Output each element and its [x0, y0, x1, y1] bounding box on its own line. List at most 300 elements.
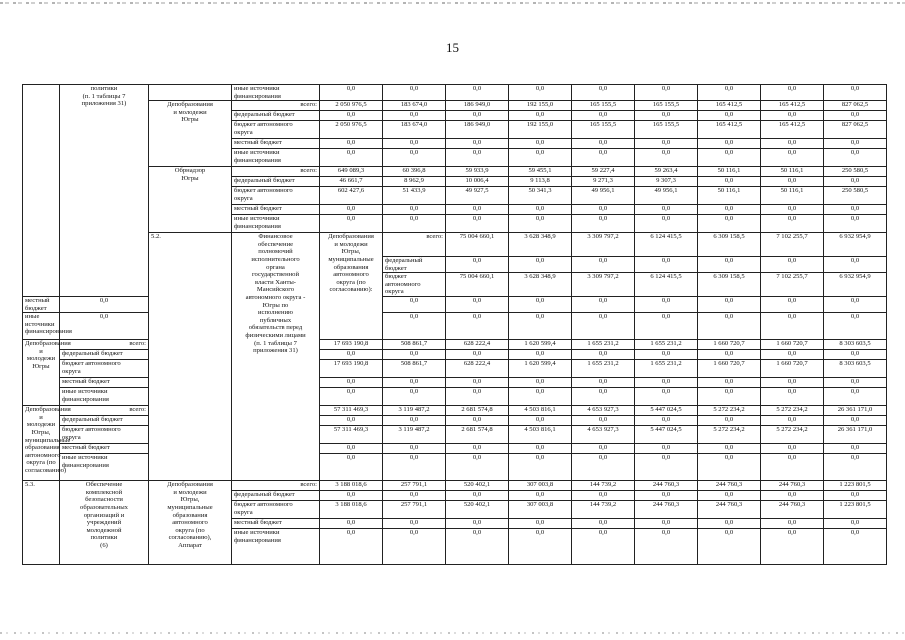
amount-cell: 0,0 — [824, 205, 887, 215]
amount-cell: 0,0 — [635, 444, 698, 454]
amount-cell: 1 655 231,2 — [572, 340, 635, 350]
amount-cell: 0,0 — [383, 215, 446, 233]
funding-source-cell: местный бюджет — [232, 519, 320, 529]
amount-cell: 17 693 190,8 — [320, 340, 383, 350]
responsible-org-cell: Депобразования и молодежи Югры, муниципальные образования автономного округа (по согласованию) — [23, 406, 60, 481]
amount-cell: 0,0 — [509, 85, 572, 101]
amount-cell: 0,0 — [446, 388, 509, 406]
amount-cell: 3 188 018,6 — [320, 501, 383, 519]
amount-cell: 0,0 — [509, 519, 572, 529]
amount-cell: 3 119 487,2 — [383, 406, 446, 416]
row-index-cell — [23, 85, 60, 297]
amount-cell: 0,0 — [572, 139, 635, 149]
funding-source-cell: иные источники финансирования — [232, 85, 320, 101]
table-body — [23, 85, 887, 565]
funding-source-cell: федеральный бюджет — [60, 350, 149, 360]
amount-cell: 0,0 — [320, 85, 383, 101]
amount-cell: 0,0 — [761, 378, 824, 388]
amount-cell: 0,0 — [635, 529, 698, 565]
funding-source-cell: бюджет автономного округа — [60, 426, 149, 444]
amount-cell: 0,0 — [320, 491, 383, 501]
funding-total-label: всего: — [60, 406, 149, 416]
amount-cell: 6 124 415,5 — [635, 273, 698, 297]
amount-cell: 0,0 — [383, 350, 446, 360]
amount-cell: 192 155,0 — [509, 121, 572, 139]
amount-cell: 165 412,5 — [761, 121, 824, 139]
amount-cell: 0,0 — [761, 416, 824, 426]
amount-cell: 0,0 — [446, 215, 509, 233]
funding-source-cell: иные источники финансирования — [60, 388, 149, 406]
amount-cell: 59 227,4 — [572, 167, 635, 177]
amount-cell: 508 861,7 — [383, 340, 446, 350]
amount-cell: 50 116,1 — [761, 167, 824, 177]
amount-cell: 0,0 — [698, 444, 761, 454]
amount-cell: 7 102 255,7 — [761, 233, 824, 257]
funding-source-cell: федеральный бюджет — [232, 491, 320, 501]
amount-cell: 0,0 — [509, 111, 572, 121]
amount-cell: 1 620 599,4 — [509, 340, 572, 350]
amount-cell: 0,0 — [320, 149, 383, 167]
amount-cell: 0,0 — [320, 205, 383, 215]
amount-cell: 0,0 — [698, 215, 761, 233]
amount-cell: 0,0 — [698, 416, 761, 426]
amount-cell: 0,0 — [446, 444, 509, 454]
funding-source-cell: местный бюджет — [60, 444, 149, 454]
funding-source-cell: бюджет автономного округа — [232, 501, 320, 519]
amount-cell: 165 155,5 — [572, 121, 635, 139]
amount-cell: 628 222,4 — [446, 340, 509, 350]
amount-cell: 1 655 231,2 — [572, 360, 635, 378]
amount-cell: 0,0 — [824, 177, 887, 187]
amount-cell: 0,0 — [698, 350, 761, 360]
amount-cell: 244 760,3 — [761, 501, 824, 519]
funding-source-cell: бюджет автономного округа — [383, 273, 446, 297]
amount-cell: 165 155,5 — [572, 101, 635, 111]
amount-cell: 0,0 — [383, 139, 446, 149]
responsible-org-cell: Депобразования и молодежи Югры — [23, 340, 60, 406]
amount-cell: 60 396,8 — [383, 167, 446, 177]
amount-cell: 0,0 — [509, 149, 572, 167]
amount-cell: 250 580,5 — [824, 167, 887, 177]
amount-cell: 0,0 — [698, 519, 761, 529]
funding-source-cell: федеральный бюджет — [232, 177, 320, 187]
amount-cell: 0,0 — [320, 139, 383, 149]
funding-total-label: всего: — [232, 481, 320, 491]
amount-cell: 10 006,4 — [446, 177, 509, 187]
amount-cell: 5 447 024,5 — [635, 406, 698, 416]
amount-cell: 0,0 — [320, 416, 383, 426]
amount-cell: 0,0 — [572, 111, 635, 121]
amount-cell: 4 503 816,1 — [509, 406, 572, 416]
amount-cell: 0,0 — [572, 296, 635, 312]
amount-cell: 0,0 — [383, 296, 446, 312]
amount-cell: 0,0 — [320, 454, 383, 481]
amount-cell: 0,0 — [824, 139, 887, 149]
amount-cell: 46 661,7 — [320, 177, 383, 187]
table-row — [23, 101, 887, 111]
amount-cell: 0,0 — [635, 139, 698, 149]
amount-cell: 0,0 — [509, 529, 572, 565]
amount-cell: 0,0 — [320, 388, 383, 406]
amount-cell: 0,0 — [572, 491, 635, 501]
amount-cell: 0,0 — [383, 111, 446, 121]
amount-cell: 0,0 — [509, 215, 572, 233]
amount-cell: 5 272 234,2 — [698, 406, 761, 416]
amount-cell: 6 309 158,5 — [698, 273, 761, 297]
amount-cell: 183 674,0 — [383, 101, 446, 111]
amount-cell: 0,0 — [446, 111, 509, 121]
amount-cell: 0,0 — [320, 444, 383, 454]
funding-source-cell: иные источники финансирования — [232, 215, 320, 233]
amount-cell: 2 681 574,8 — [446, 406, 509, 416]
amount-cell: 0,0 — [320, 529, 383, 565]
amount-cell: 0,0 — [761, 296, 824, 312]
funding-source-cell: иные источники финансирования — [23, 313, 60, 340]
amount-cell: 26 361 171,0 — [824, 406, 887, 416]
funding-source-cell: иные источники финансирования — [60, 454, 149, 481]
amount-cell: 0,0 — [572, 388, 635, 406]
amount-cell: 0,0 — [824, 519, 887, 529]
amount-cell: 0,0 — [698, 205, 761, 215]
amount-cell: 0,0 — [446, 350, 509, 360]
amount-cell: 0,0 — [824, 378, 887, 388]
amount-cell: 0,0 — [761, 529, 824, 565]
amount-cell: 0,0 — [698, 85, 761, 101]
funding-source-cell: федеральный бюджет — [383, 256, 446, 272]
amount-cell: 186 949,0 — [446, 101, 509, 111]
amount-cell: 186 949,0 — [446, 121, 509, 139]
amount-cell: 59 455,1 — [509, 167, 572, 177]
amount-cell: 0,0 — [509, 444, 572, 454]
amount-cell: 0,0 — [824, 313, 887, 340]
amount-cell: 8 962,9 — [383, 177, 446, 187]
responsible-org-cell — [149, 85, 232, 101]
amount-cell: 9 113,8 — [509, 177, 572, 187]
amount-cell: 0,0 — [509, 378, 572, 388]
responsible-org-cell: Обрнадзор Югры — [149, 167, 232, 233]
amount-cell: 307 003,8 — [509, 481, 572, 491]
amount-cell: 0,0 — [698, 491, 761, 501]
amount-cell: 75 004 660,1 — [446, 273, 509, 297]
amount-cell: 520 402,1 — [446, 481, 509, 491]
amount-cell: 0,0 — [509, 388, 572, 406]
amount-cell: 1 223 801,5 — [824, 481, 887, 491]
amount-cell: 244 760,3 — [698, 501, 761, 519]
amount-cell: 165 412,5 — [698, 121, 761, 139]
program-name-cell: политики (п. 1 таблицы 7 приложения 31) — [60, 85, 149, 297]
amount-cell: 0,0 — [320, 519, 383, 529]
amount-cell: 4 653 927,3 — [572, 426, 635, 444]
amount-cell: 0,0 — [698, 296, 761, 312]
amount-cell: 0,0 — [761, 313, 824, 340]
amount-cell: 0,0 — [320, 111, 383, 121]
amount-cell: 0,0 — [446, 205, 509, 215]
page-number: 15 — [446, 40, 459, 55]
amount-cell: 0,0 — [824, 85, 887, 101]
funding-total-label: всего: — [232, 167, 320, 177]
amount-cell: 0,0 — [572, 529, 635, 565]
amount-cell: 0,0 — [572, 454, 635, 481]
amount-cell: 307 003,8 — [509, 501, 572, 519]
amount-cell: 50 116,1 — [761, 187, 824, 205]
amount-cell: 3 628 348,9 — [509, 233, 572, 257]
amount-cell: 0,0 — [761, 519, 824, 529]
program-name-cell: Обеспечение комплексной безопасности образовательных организаций и учреждений молодежной политики (6) — [60, 481, 149, 565]
amount-cell: 0,0 — [320, 350, 383, 360]
funding-source-cell: местный бюджет — [232, 205, 320, 215]
amount-cell: 50 341,3 — [509, 187, 572, 205]
amount-cell: 0,0 — [635, 256, 698, 272]
amount-cell: 0,0 — [446, 519, 509, 529]
row-index-cell: 5.3. — [23, 481, 60, 565]
funding-source-cell: иные источники финансирования — [232, 529, 320, 565]
amount-cell: 50 116,1 — [698, 187, 761, 205]
amount-cell: 0,0 — [698, 388, 761, 406]
amount-cell: 0,0 — [635, 519, 698, 529]
amount-cell: 0,0 — [572, 350, 635, 360]
amount-cell: 0,0 — [446, 454, 509, 481]
amount-cell: 5 272 234,2 — [761, 426, 824, 444]
funding-source-cell: федеральный бюджет — [60, 416, 149, 426]
amount-cell: 0,0 — [509, 454, 572, 481]
amount-cell: 0,0 — [60, 313, 149, 340]
amount-cell: 0,0 — [320, 215, 383, 233]
amount-cell: 0,0 — [635, 85, 698, 101]
amount-cell: 1 655 231,2 — [635, 340, 698, 350]
amount-cell: 165 412,5 — [761, 101, 824, 111]
amount-cell: 3 119 487,2 — [383, 426, 446, 444]
amount-cell: 5 447 024,5 — [635, 426, 698, 444]
amount-cell: 0,0 — [635, 350, 698, 360]
amount-cell: 602 427,6 — [320, 187, 383, 205]
amount-cell: 244 760,3 — [761, 481, 824, 491]
amount-cell: 0,0 — [698, 177, 761, 187]
budget-table — [22, 84, 887, 565]
amount-cell: 0,0 — [383, 313, 446, 340]
funding-total-label: всего: — [232, 101, 320, 111]
scan-artifact-bottom — [0, 632, 905, 634]
amount-cell: 0,0 — [698, 378, 761, 388]
amount-cell: 0,0 — [698, 454, 761, 481]
amount-cell: 0,0 — [824, 256, 887, 272]
amount-cell: 0,0 — [572, 416, 635, 426]
amount-cell: 0,0 — [572, 256, 635, 272]
amount-cell: 0,0 — [383, 205, 446, 215]
amount-cell: 4 653 927,3 — [572, 406, 635, 416]
amount-cell: 4 503 816,1 — [509, 426, 572, 444]
amount-cell: 827 062,5 — [824, 101, 887, 111]
amount-cell: 49 956,1 — [635, 187, 698, 205]
amount-cell: 0,0 — [824, 444, 887, 454]
amount-cell: 75 004 660,1 — [446, 233, 509, 257]
amount-cell: 0,0 — [698, 529, 761, 565]
amount-cell: 57 311 469,3 — [320, 426, 383, 444]
amount-cell: 0,0 — [824, 111, 887, 121]
amount-cell: 0,0 — [383, 378, 446, 388]
amount-cell: 0,0 — [635, 454, 698, 481]
amount-cell: 0,0 — [635, 313, 698, 340]
scan-artifact-top — [0, 2, 905, 4]
responsible-org-cell: Депобразования и молодежи Югры, муниципальные образования автономного округа (по согласованию), Аппарат — [149, 481, 232, 565]
amount-cell: 0,0 — [383, 444, 446, 454]
amount-cell: 5 272 234,2 — [698, 426, 761, 444]
amount-cell: 0,0 — [383, 416, 446, 426]
amount-cell: 0,0 — [509, 139, 572, 149]
amount-cell: 57 311 469,3 — [320, 406, 383, 416]
amount-cell: 0,0 — [509, 491, 572, 501]
amount-cell: 0,0 — [824, 529, 887, 565]
amount-cell: 9 271,3 — [572, 177, 635, 187]
amount-cell: 165 412,5 — [698, 101, 761, 111]
amount-cell: 0,0 — [824, 388, 887, 406]
amount-cell: 0,0 — [320, 378, 383, 388]
amount-cell: 0,0 — [761, 350, 824, 360]
amount-cell: 144 739,2 — [572, 481, 635, 491]
amount-cell: 0,0 — [761, 215, 824, 233]
amount-cell: 0,0 — [761, 177, 824, 187]
amount-cell: 0,0 — [761, 149, 824, 167]
amount-cell: 0,0 — [572, 205, 635, 215]
amount-cell: 0,0 — [446, 296, 509, 312]
amount-cell: 0,0 — [60, 296, 149, 312]
amount-cell: 0,0 — [698, 313, 761, 340]
responsible-org-cell: Депобразования и молодежи Югры, муниципальные образования автономного округа (по согласованию): — [320, 233, 383, 340]
amount-cell: 1 620 599,4 — [509, 360, 572, 378]
amount-cell: 0,0 — [635, 416, 698, 426]
program-name-cell: Финансовое обеспечение полномочий исполнительного органа государственной власти Ханты- Мансийского автономного округа - Югры по исполнению публичных обязательств перед физическими лицами (п. 1 таблицы 7 приложения 31) — [232, 233, 320, 481]
amount-cell: 1 660 720,7 — [698, 340, 761, 350]
amount-cell: 6 124 415,5 — [635, 233, 698, 257]
amount-cell: 0,0 — [383, 454, 446, 481]
amount-cell: 0,0 — [383, 85, 446, 101]
amount-cell: 0,0 — [824, 215, 887, 233]
amount-cell: 59 263,4 — [635, 167, 698, 177]
amount-cell: 244 760,3 — [635, 481, 698, 491]
amount-cell: 3 309 797,2 — [572, 273, 635, 297]
amount-cell: 0,0 — [635, 378, 698, 388]
amount-cell: 3 628 348,9 — [509, 273, 572, 297]
amount-cell: 0,0 — [824, 416, 887, 426]
amount-cell: 257 791,1 — [383, 501, 446, 519]
amount-cell: 0,0 — [509, 256, 572, 272]
amount-cell: 0,0 — [698, 256, 761, 272]
amount-cell: 0,0 — [635, 388, 698, 406]
amount-cell: 244 760,3 — [635, 501, 698, 519]
funding-source-cell: местный бюджет — [60, 378, 149, 388]
amount-cell: 8 303 603,5 — [824, 340, 887, 350]
amount-cell: 0,0 — [761, 139, 824, 149]
amount-cell: 2 681 574,8 — [446, 426, 509, 444]
amount-cell: 0,0 — [383, 388, 446, 406]
amount-cell: 0,0 — [761, 256, 824, 272]
amount-cell: 0,0 — [824, 296, 887, 312]
amount-cell: 6 932 954,9 — [824, 273, 887, 297]
table-row — [23, 85, 887, 101]
amount-cell: 0,0 — [446, 85, 509, 101]
amount-cell: 0,0 — [446, 313, 509, 340]
funding-total-label: всего: — [383, 233, 446, 257]
amount-cell: 0,0 — [446, 256, 509, 272]
amount-cell: 0,0 — [761, 111, 824, 121]
amount-cell: 144 739,2 — [572, 501, 635, 519]
amount-cell: 0,0 — [572, 313, 635, 340]
funding-source-cell: бюджет автономного округа — [232, 121, 320, 139]
amount-cell: 0,0 — [761, 491, 824, 501]
amount-cell: 183 674,0 — [383, 121, 446, 139]
funding-total-label: всего: — [60, 340, 149, 350]
amount-cell: 0,0 — [635, 215, 698, 233]
amount-cell: 1 660 720,7 — [761, 340, 824, 350]
amount-cell: 649 089,3 — [320, 167, 383, 177]
amount-cell: 6 932 954,9 — [824, 233, 887, 257]
amount-cell: 2 050 976,5 — [320, 101, 383, 111]
responsible-org-cell: Депобразования и молодежи Югры — [149, 101, 232, 167]
amount-cell: 0,0 — [635, 491, 698, 501]
amount-cell: 0,0 — [824, 454, 887, 481]
amount-cell: 250 580,5 — [824, 187, 887, 205]
amount-cell: 192 155,0 — [509, 101, 572, 111]
amount-cell: 50 116,1 — [698, 167, 761, 177]
amount-cell: 0,0 — [635, 205, 698, 215]
amount-cell: 0,0 — [635, 111, 698, 121]
amount-cell: 26 361 171,0 — [824, 426, 887, 444]
amount-cell: 0,0 — [761, 205, 824, 215]
amount-cell: 0,0 — [509, 416, 572, 426]
amount-cell: 244 760,3 — [698, 481, 761, 491]
amount-cell: 0,0 — [446, 149, 509, 167]
amount-cell: 520 402,1 — [446, 501, 509, 519]
row-index-cell: 5.2. — [149, 233, 232, 481]
amount-cell: 0,0 — [824, 491, 887, 501]
amount-cell: 1 660 720,7 — [698, 360, 761, 378]
amount-cell: 628 222,4 — [446, 360, 509, 378]
amount-cell: 0,0 — [572, 215, 635, 233]
amount-cell: 1 660 720,7 — [761, 360, 824, 378]
amount-cell: 0,0 — [824, 149, 887, 167]
funding-source-cell: местный бюджет — [23, 296, 60, 312]
amount-cell: 17 693 190,8 — [320, 360, 383, 378]
amount-cell: 0,0 — [509, 296, 572, 312]
amount-cell: 0,0 — [761, 454, 824, 481]
amount-cell: 1 655 231,2 — [635, 360, 698, 378]
amount-cell: 2 050 976,5 — [320, 121, 383, 139]
amount-cell: 0,0 — [446, 491, 509, 501]
amount-cell: 3 188 018,6 — [320, 481, 383, 491]
amount-cell: 0,0 — [635, 149, 698, 167]
amount-cell: 257 791,1 — [383, 481, 446, 491]
amount-cell: 0,0 — [446, 529, 509, 565]
funding-source-cell: иные источники финансирования — [232, 149, 320, 167]
amount-cell: 51 433,9 — [383, 187, 446, 205]
amount-cell: 508 861,7 — [383, 360, 446, 378]
amount-cell: 0,0 — [509, 313, 572, 340]
amount-cell: 0,0 — [635, 296, 698, 312]
funding-source-cell: бюджет автономного округа — [60, 360, 149, 378]
amount-cell: 49 927,5 — [446, 187, 509, 205]
amount-cell: 0,0 — [572, 85, 635, 101]
amount-cell: 0,0 — [383, 149, 446, 167]
amount-cell: 0,0 — [446, 416, 509, 426]
amount-cell: 827 062,5 — [824, 121, 887, 139]
amount-cell: 0,0 — [446, 378, 509, 388]
funding-source-cell: федеральный бюджет — [232, 111, 320, 121]
amount-cell: 1 223 801,5 — [824, 501, 887, 519]
amount-cell: 0,0 — [509, 205, 572, 215]
amount-cell: 5 272 234,2 — [761, 406, 824, 416]
amount-cell: 0,0 — [698, 111, 761, 121]
amount-cell: 165 155,5 — [635, 121, 698, 139]
funding-source-cell: бюджет автономного округа — [232, 187, 320, 205]
